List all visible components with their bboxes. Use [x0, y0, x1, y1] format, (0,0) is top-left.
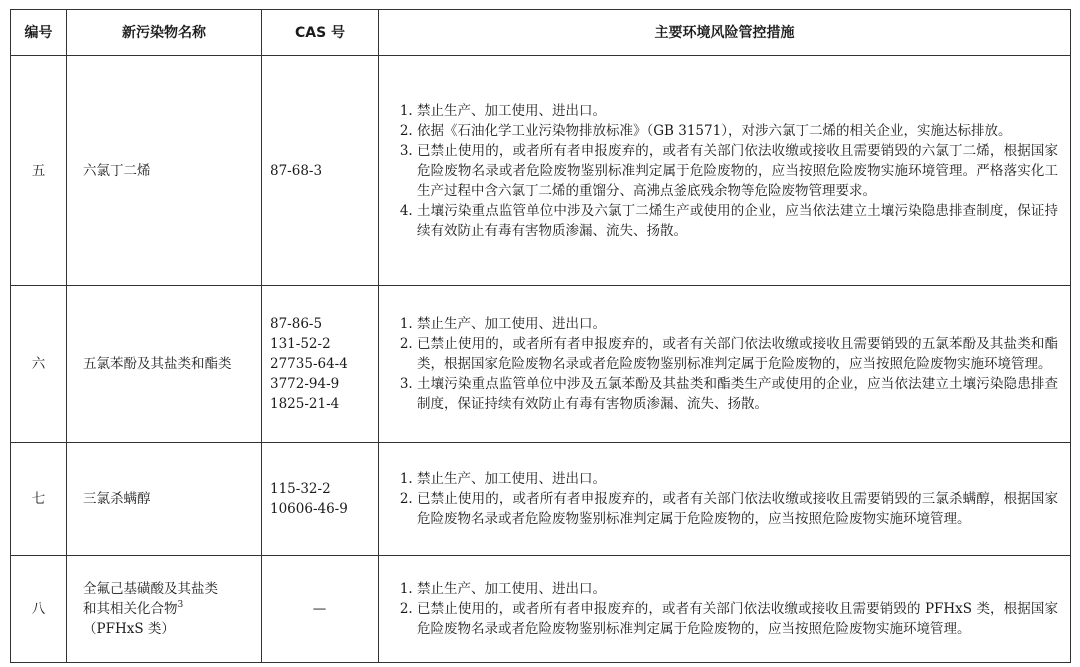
pollutant-name [67, 56, 262, 286]
cas-number [262, 56, 379, 286]
cas-number [262, 556, 379, 663]
pollutant-name [67, 443, 262, 556]
cas-line: 3772-94-9 [270, 376, 340, 392]
measure-item: 2. 已禁止使用的，或者所有者申报废弃的，或者有关部门依法收缴或接收且需要销毁的 PFHxS 类，根据国家危险废物名录或者危险废物鉴别标准判定属于危险废物的，应当按照危险废物实施环境管理。 [417, 599, 1058, 639]
cas-number [262, 443, 379, 556]
measures-list [393, 101, 1058, 241]
cas-line: 27735-64-4 [270, 356, 348, 372]
row-num: 六 [11, 286, 67, 443]
cas-line: 1825-21-4 [270, 396, 340, 412]
row-num: 七 [11, 443, 67, 556]
pollutant-name-line: （PFHxS 类） [83, 621, 175, 637]
pollutant-table [10, 9, 1071, 663]
table-row [11, 443, 1071, 556]
cas-line: 131-52-2 [270, 336, 331, 352]
pollutant-name-text: 和其相关化合物 [83, 601, 178, 617]
footnote-marker: 3 [177, 600, 184, 610]
header-measures: 主要环境风险管控措施 [379, 10, 1071, 56]
measures-cell [379, 556, 1071, 663]
cas-line: 115-32-2 [270, 481, 331, 497]
measure-item: 2. 已禁止使用的，或者所有者申报废弃的，或者有关部门依法收缴或接收且需要销毁的三氯杀螨醇，根据国家危险废物名录或者危险废物鉴别标准判定属于危险废物的，应当按照危险废物实施环境管理。 [417, 489, 1058, 529]
table-header-row [11, 10, 1071, 56]
measures-cell [379, 56, 1071, 286]
cas-number [262, 286, 379, 443]
pollutant-name [67, 556, 262, 663]
pollutant-name [67, 286, 262, 443]
measures-list [393, 579, 1058, 639]
table-row [11, 56, 1071, 286]
measure-item: 3. 已禁止使用的，或者所有者申报废弃的，或者有关部门依法收缴或接收且需要销毁的六氯丁二烯，根据国家危险废物名录或者危险废物鉴别标准判定属于危险废物的，应当按照危险废物实施环境管理。严格落实化工生产过程中含六氯丁二烯的重馏分、高沸点釜底残余物等危险废物管理要求。 [417, 141, 1058, 201]
pollutant-name-line: 全氟己基磺酸及其盐类 [83, 581, 218, 597]
measure-item: 4. 土壤污染重点监管单位中涉及六氯丁二烯生产或使用的企业，应当依法建立土壤污染隐患排查制度，保证持续有效防止有毒有害物质渗漏、流失、扬散。 [417, 201, 1058, 241]
header-name: 新污染物名称 [67, 10, 262, 56]
pollutant-name-line: 五氯苯酚及其盐类和酯类 [83, 356, 232, 372]
pollutant-name-line: 六氯丁二烯 [83, 162, 151, 179]
measure-item: 3. 土壤污染重点监管单位中涉及五氯苯酚及其盐类和酯类生产或使用的企业，应当依法建立土壤污染隐患排查制度，保证持续有效防止有毒有害物质渗漏、流失、扬散。 [417, 374, 1058, 414]
cas-line: 87-86-5 [270, 316, 323, 332]
table-row [11, 556, 1071, 663]
measure-item: 2. 已禁止使用的，或者所有者申报废弃的，或者有关部门依法收缴或接收且需要销毁的五氯苯酚及其盐类和酯类，根据国家危险废物名录或者危险废物鉴别标准判定属于危险废物的，应当按照危险废物实施环境管理。 [417, 334, 1058, 374]
measures-list [393, 314, 1058, 414]
cas-line: — [312, 601, 327, 617]
row-num: 八 [11, 556, 67, 663]
row-num: 五 [11, 56, 67, 286]
header-num: 编号 [11, 10, 67, 56]
measure-item: 1. 禁止生产、加工使用、进出口。 [417, 101, 1058, 121]
measure-item: 1. 禁止生产、加工使用、进出口。 [417, 579, 1058, 599]
cas-line: 10606-46-9 [270, 501, 348, 517]
cas-line: 87-68-3 [270, 162, 323, 179]
header-cas: CAS 号 [262, 10, 379, 56]
measure-item: 1. 禁止生产、加工使用、进出口。 [417, 469, 1058, 489]
measure-item: 1. 禁止生产、加工使用、进出口。 [417, 314, 1058, 334]
measures-cell [379, 286, 1071, 443]
measure-item: 2. 依据《石油化学工业污染物排放标准》（GB 31571），对涉六氯丁二烯的相关企业，实施达标排放。 [417, 121, 1058, 141]
pollutant-name-line [83, 599, 255, 619]
table-row [11, 286, 1071, 443]
pollutant-name-line: 三氯杀螨醇 [83, 491, 151, 507]
measures-cell [379, 443, 1071, 556]
measures-list [393, 469, 1058, 529]
